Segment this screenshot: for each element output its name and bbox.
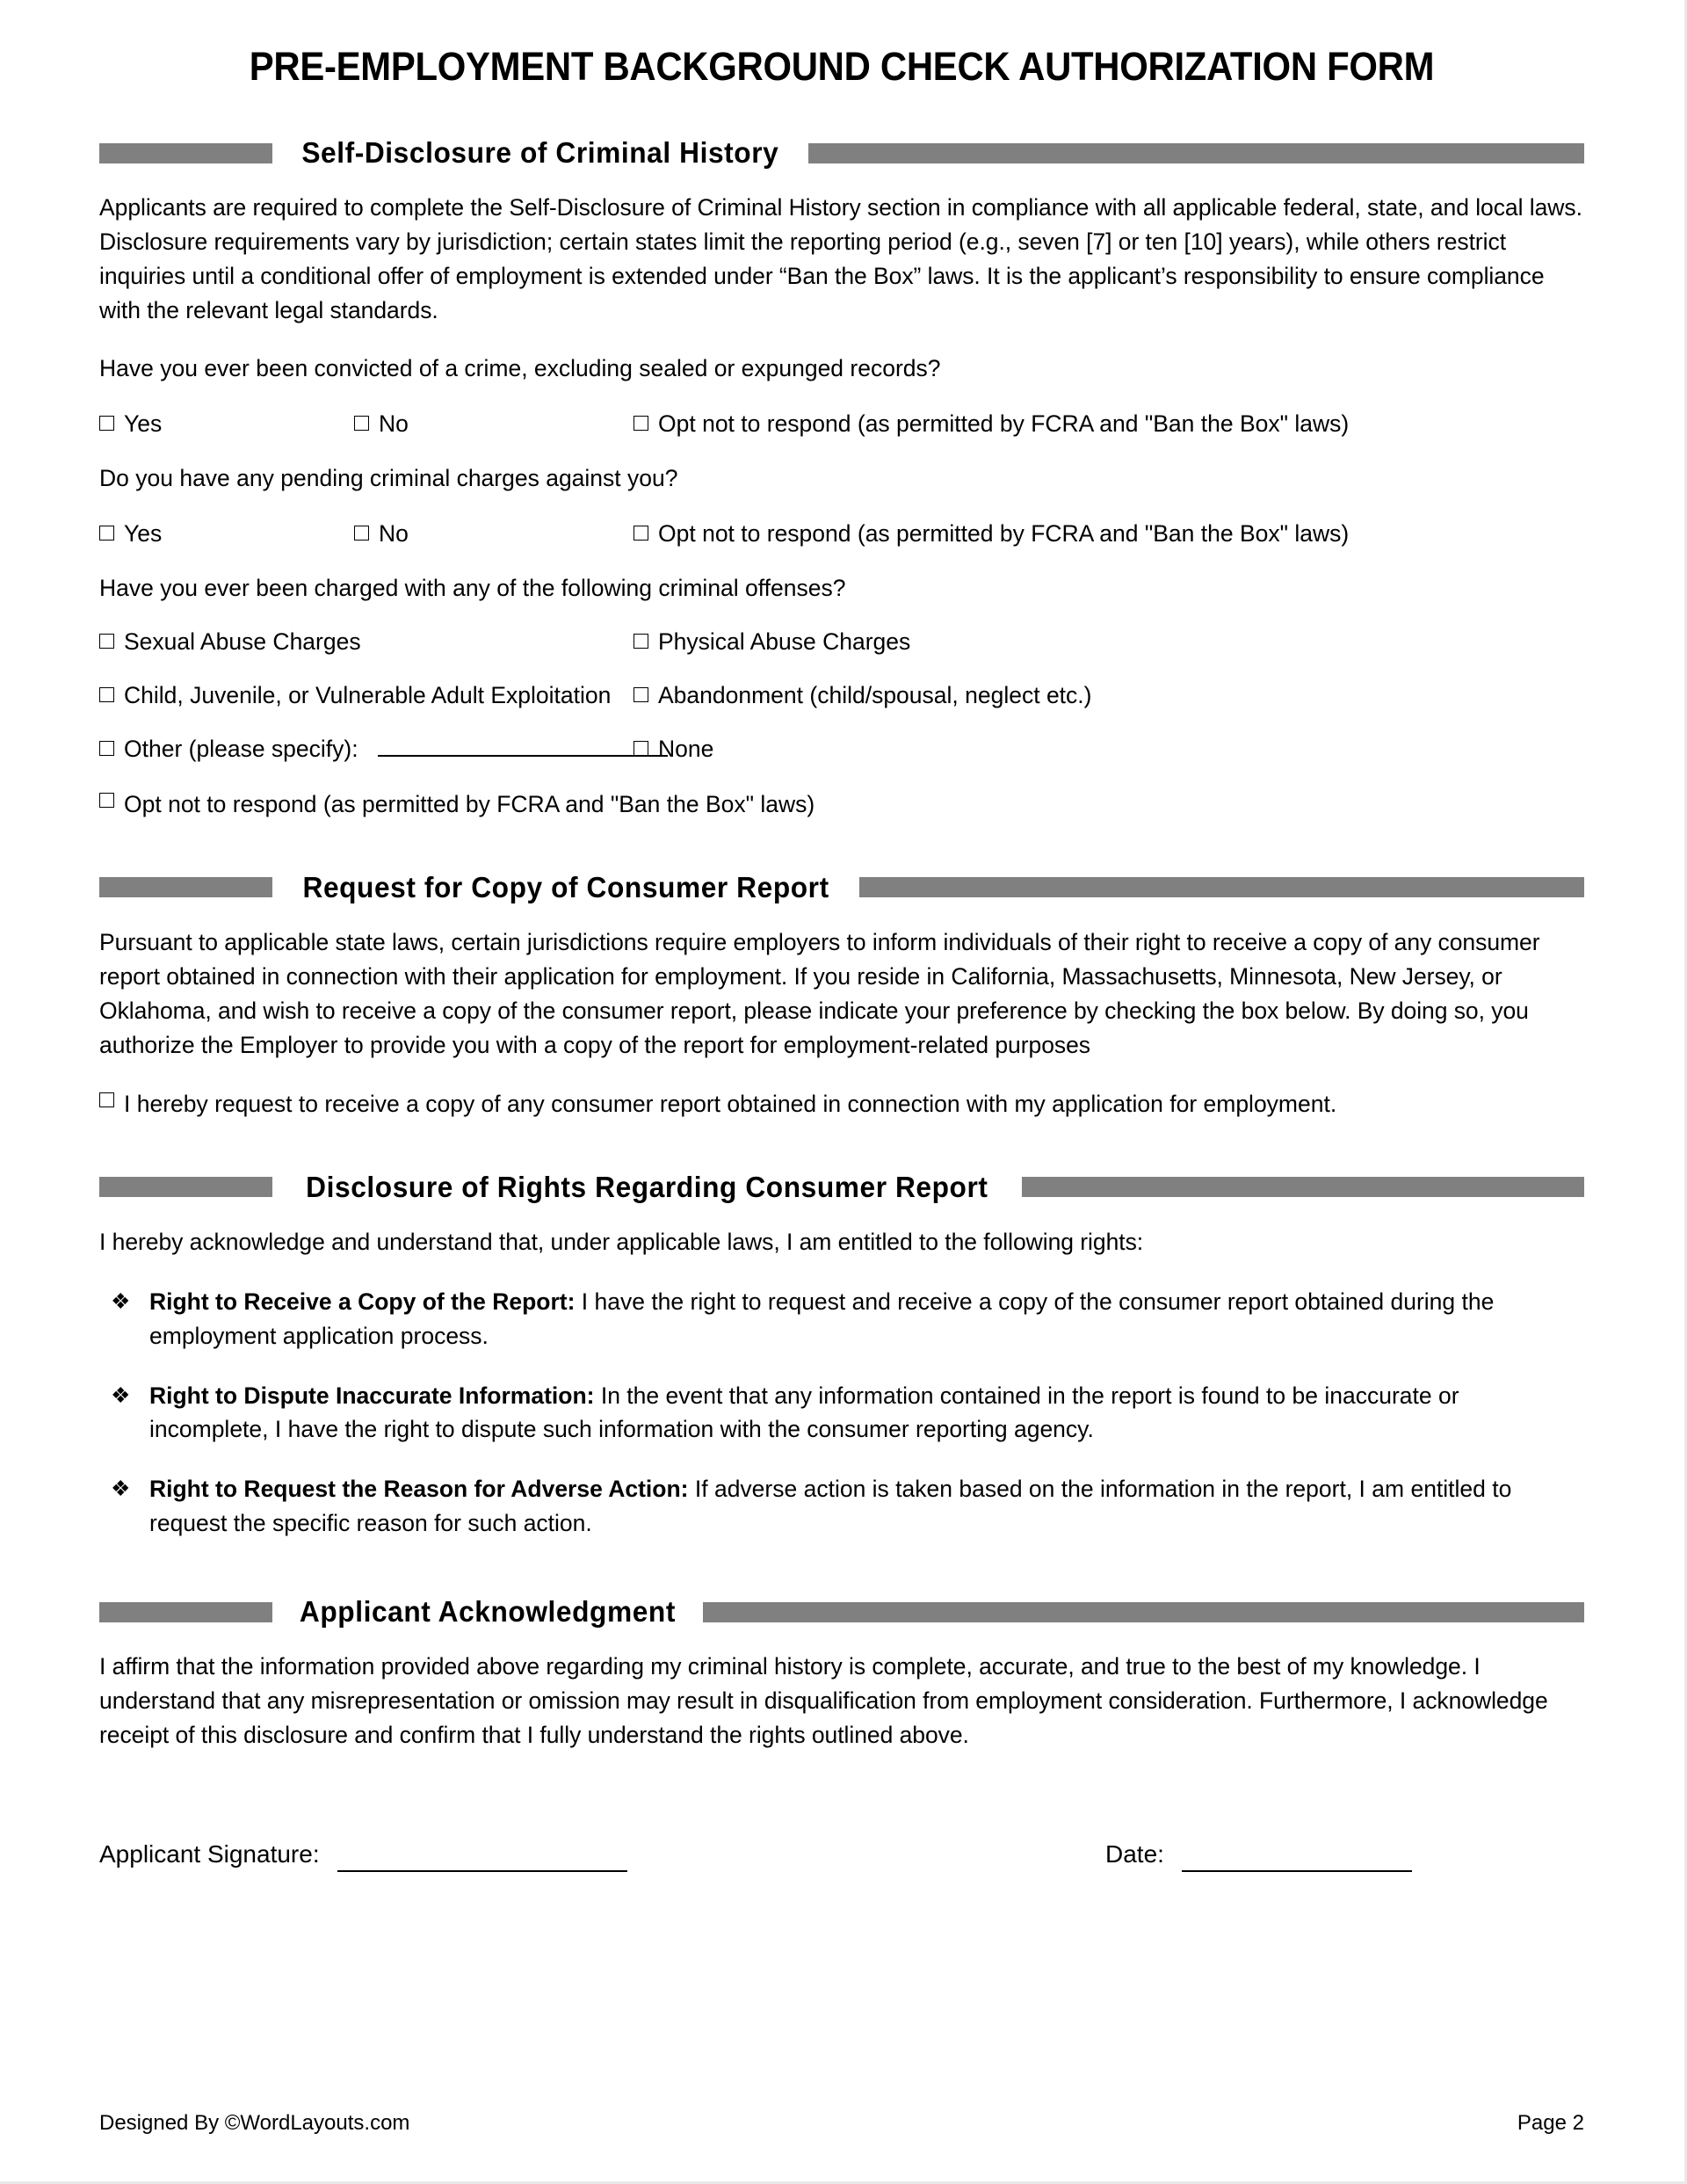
footer-page-number: Page 2 bbox=[1517, 2111, 1584, 2135]
question-pending-charges: Do you have any pending criminal charges against you? bbox=[99, 465, 678, 492]
checkbox-label: I hereby request to receive a copy of any consumer report obtained in connection with my application for employment. bbox=[124, 1090, 1337, 1117]
signature-row bbox=[99, 1837, 1584, 1879]
checkbox-label: None bbox=[658, 735, 714, 762]
section-header-acknowledgment bbox=[99, 1595, 1584, 1629]
checkbox-box-icon[interactable] bbox=[634, 741, 648, 756]
right-label: Right to Receive a Copy of the Report: bbox=[149, 1288, 576, 1315]
question-convicted-of-crime: Have you ever been convicted of a crime, excluding sealed or expunged records? bbox=[99, 355, 941, 382]
checkbox-other-offense[interactable] bbox=[99, 736, 668, 763]
checkbox-label: Opt not to respond (as permitted by FCRA and "Ban the Box" laws) bbox=[658, 410, 1350, 438]
offense-row bbox=[99, 682, 1584, 709]
offense-row bbox=[99, 628, 1584, 656]
checkbox-label: Physical Abuse Charges bbox=[658, 628, 911, 655]
checkbox-sexual-abuse-charges[interactable] bbox=[99, 628, 361, 656]
offense-row bbox=[99, 736, 1584, 763]
header-bar-right bbox=[1022, 1177, 1584, 1197]
diamond-bullet-icon: ❖ bbox=[111, 1382, 131, 1408]
list-item bbox=[99, 1472, 1584, 1541]
checkbox-box-icon[interactable] bbox=[99, 416, 114, 431]
right-text: I have the right to request and receive a copy of the consumer report obtained during the employment application process. bbox=[149, 1288, 1495, 1349]
checkbox-label: Abandonment (child/spousal, neglect etc.) bbox=[658, 681, 1092, 708]
disclosure-rights-intro: I hereby acknowledge and understand that, under applicable laws, I am entitled to the following rights: bbox=[99, 1228, 1144, 1255]
section-header-self-disclosure bbox=[99, 136, 1584, 170]
offense-checkbox-grid bbox=[99, 628, 1584, 763]
checkbox-label: Opt not to respond (as permitted by FCRA and "Ban the Box" laws) bbox=[658, 519, 1350, 547]
checkbox-request-consumer-report-copy[interactable] bbox=[99, 1087, 1584, 1121]
section-header-request-copy bbox=[99, 871, 1584, 904]
checkbox-label: No bbox=[379, 519, 409, 547]
acknowledgment-paragraph: I affirm that the information provided above regarding my criminal history is complete, accurate, and true to the best of my knowledge. I understand that any misrepresentation or omission may result in disqualification from employment consideration. Furthermore, I acknowledge receipt of this disclosure and confirm that I fully understand the rights outlined above. bbox=[99, 1653, 1548, 1749]
diamond-bullet-icon: ❖ bbox=[111, 1288, 131, 1314]
checkbox-q1-no[interactable] bbox=[354, 410, 409, 438]
checkbox-child-juvenile-exploitation[interactable] bbox=[99, 682, 611, 709]
checkbox-label: Other (please specify): bbox=[124, 735, 358, 762]
page-footer bbox=[99, 2111, 1584, 2136]
applicant-signature-input[interactable] bbox=[337, 1840, 627, 1872]
page-content bbox=[99, 0, 1584, 1879]
footer-credit: Designed By ©WordLayouts.com bbox=[99, 2111, 410, 2135]
checkbox-box-icon[interactable] bbox=[99, 1092, 114, 1107]
checkbox-box-icon[interactable] bbox=[99, 793, 114, 808]
diamond-bullet-icon: ❖ bbox=[111, 1477, 131, 1502]
checkbox-label: Sexual Abuse Charges bbox=[124, 628, 361, 655]
checkbox-q1-yes[interactable] bbox=[99, 410, 162, 438]
section-title-disclosure-rights: Disclosure of Rights Regarding Consumer Report bbox=[306, 1170, 988, 1203]
checkbox-q1-opt-out[interactable] bbox=[634, 410, 1349, 438]
header-bar-left bbox=[99, 1177, 272, 1197]
header-bar-right bbox=[859, 877, 1584, 897]
checkbox-box-icon[interactable] bbox=[354, 526, 369, 541]
rights-list bbox=[99, 1285, 1584, 1542]
header-bar-left bbox=[99, 1602, 272, 1622]
section-title-request-copy: Request for Copy of Consumer Report bbox=[302, 870, 829, 903]
applicant-signature-label: Applicant Signature: bbox=[99, 1840, 320, 1868]
checkbox-box-icon[interactable] bbox=[634, 634, 648, 649]
checkbox-abandonment[interactable] bbox=[634, 682, 1092, 709]
checkbox-label: Yes bbox=[124, 410, 163, 438]
checkbox-physical-abuse-charges[interactable] bbox=[634, 628, 910, 656]
right-text: In the event that any information contained in the report is found to be inaccurate or incomplete, I have the right to dispute such information with the consumer reporting agency. bbox=[149, 1382, 1459, 1443]
section-header-disclosure-rights bbox=[99, 1171, 1584, 1204]
list-item bbox=[99, 1379, 1584, 1448]
checkbox-box-icon[interactable] bbox=[99, 634, 114, 649]
section-title-self-disclosure: Self-Disclosure of Criminal History bbox=[301, 136, 779, 170]
applicant-signature-group bbox=[99, 1837, 627, 1872]
checkbox-label: Yes bbox=[124, 519, 163, 547]
list-item bbox=[99, 1285, 1584, 1353]
page-title: PRE-EMPLOYMENT BACKGROUND CHECK AUTHORIZATION FORM bbox=[249, 44, 1435, 89]
checkbox-q2-no[interactable] bbox=[354, 520, 409, 548]
checkbox-box-icon[interactable] bbox=[99, 687, 114, 702]
other-offense-input[interactable] bbox=[378, 736, 668, 757]
checkbox-box-icon[interactable] bbox=[354, 416, 369, 431]
checkbox-box-icon[interactable] bbox=[634, 416, 648, 431]
header-bar-right bbox=[703, 1602, 1584, 1622]
q1-options-row bbox=[99, 410, 1584, 438]
checkbox-box-icon[interactable] bbox=[99, 526, 114, 541]
date-input[interactable] bbox=[1182, 1840, 1412, 1872]
header-bar-right bbox=[808, 143, 1584, 163]
right-label: Right to Request the Reason for Adverse Action: bbox=[149, 1476, 689, 1503]
date-group bbox=[1105, 1837, 1412, 1872]
right-label: Right to Dispute Inaccurate Information: bbox=[149, 1382, 595, 1409]
checkbox-label: Opt not to respond (as permitted by FCRA and "Ban the Box" laws) bbox=[124, 790, 815, 817]
checkbox-box-icon[interactable] bbox=[634, 526, 648, 541]
checkbox-box-icon[interactable] bbox=[634, 687, 648, 702]
checkbox-offenses-opt-out[interactable] bbox=[99, 787, 1584, 822]
q2-options-row bbox=[99, 520, 1584, 548]
right-text: If adverse action is taken based on the information in the report, I am entitled to request the specific reason for such action. bbox=[149, 1476, 1512, 1537]
checkbox-q2-yes[interactable] bbox=[99, 520, 162, 548]
checkbox-none[interactable] bbox=[634, 736, 713, 763]
checkbox-q2-opt-out[interactable] bbox=[634, 520, 1349, 548]
request-copy-paragraph: Pursuant to applicable state laws, certain jurisdictions require employers to inform individuals of their right to receive a copy of any consumer report obtained in connection with their application for employment. If you reside in California, Massachusetts, Minnesota, New Jersey, or Oklahoma, and wish to receive a copy of the consumer report, please indicate your preference by checking the box below. By doing so, you authorize the Employer to provide you with a copy of the report for employment-related purposes bbox=[99, 928, 1540, 1058]
checkbox-label: No bbox=[379, 410, 409, 438]
checkbox-label: Child, Juvenile, or Vulnerable Adult Exploitation bbox=[124, 681, 612, 708]
question-charged-offenses: Have you ever been charged with any of the following criminal offenses? bbox=[99, 574, 846, 601]
section-title-acknowledgment: Applicant Acknowledgment bbox=[299, 1595, 676, 1629]
header-bar-left bbox=[99, 877, 272, 897]
checkbox-box-icon[interactable] bbox=[99, 741, 114, 756]
date-label: Date: bbox=[1105, 1840, 1164, 1868]
header-bar-left bbox=[99, 143, 272, 163]
self-disclosure-intro-paragraph: Applicants are required to complete the Self-Disclosure of Criminal History section in compliance with all applicable federal, state, and local laws. Disclosure requirements vary by jurisdiction; certain states limit the reporting period (e.g., seven [7] or ten [10] years), while others restrict inquiries until a conditional offer of employment is extended under “Ban the Box” laws. It is the applicant’s responsibility to ensure compliance with the relevant legal standards. bbox=[99, 194, 1582, 324]
